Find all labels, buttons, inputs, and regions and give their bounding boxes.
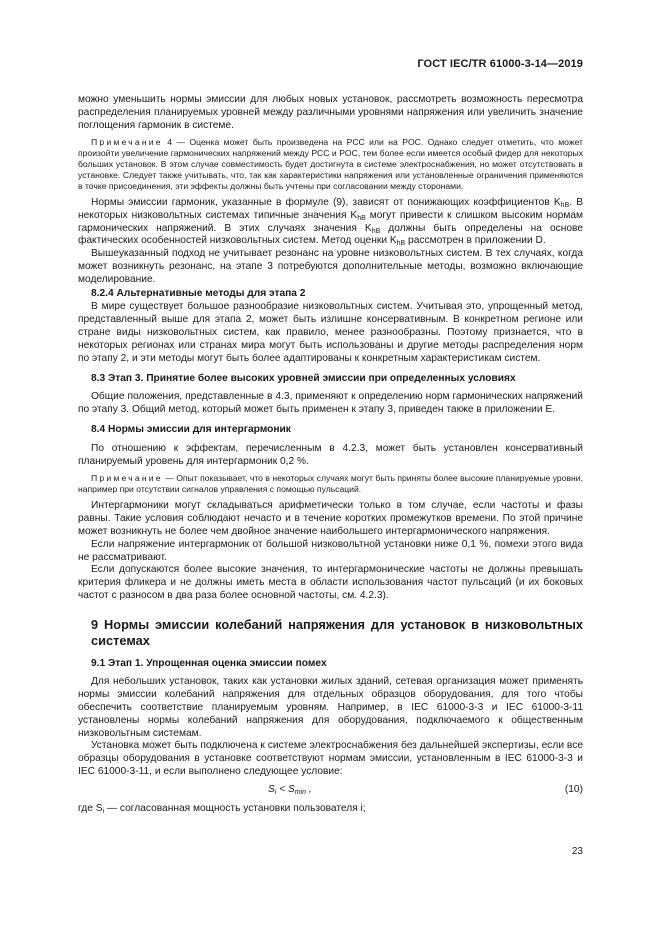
note-lead: Примечание <box>91 136 163 147</box>
formula-where-clause: где $S_i$ — согласованная мощность установки пользователя i; <box>78 803 366 816</box>
page-body <box>78 94 583 816</box>
heading-section-9: 9 Нормы эмиссии колебаний напряжения для установок в низковольтных системах <box>91 617 583 648</box>
paragraph-small-installations: Для небольших установок, таких как установки жилых зданий, сетевая организация может применять нормы эмиссии колебаний напряжения для отдельных образцов оборудования, для того чтобы обеспечить соответствие планируемым уровням. Например, в IEC 61000-3-3 и IEC 61000-3-11 установлены нормы колебаний напряжения для оборудования, подключаемого к общественным низковольтным системам. <box>78 675 583 739</box>
note-interharmonics <box>78 473 583 495</box>
paragraph-interharmonics-level: По отношению к эффектам, перечисленным в 4.2.3, может быть установлен консервативный планируемый уровень для интергармоник 0,2 %. <box>78 443 583 468</box>
heading-9-1: 9.1 Этап 1. Упрощенная оценка эмиссии помех <box>91 658 327 669</box>
paragraph-interharmonics-low: Если напряжение интергармоник от большой низковольтной установки ниже 0,1 %, помехи этого вида не рассматривают. <box>78 538 583 563</box>
note-text: — Опыт показывает, что в некоторых случаях могут быть приняты более высокие планируемые уровни, например при отсутствии сигналов управления с помощью пульсаций. <box>78 472 583 494</box>
formula-number: (10) <box>564 784 583 796</box>
heading-8-2-4: 8.2.4 Альтернативные методы для этапа 2 <box>91 288 306 300</box>
paragraph-resonance: Вышеуказанный подход не учитывает резонанс на уровне низковольтных систем. В тех случаях, когда может возникнуть резонанс, на этапе 3 потребуются дополнительные методы, возможно включающие моделирование. <box>78 248 583 286</box>
paragraph-emission-limits: Нормы эмиссии гармоник, указанные в формуле (9), зависят от понижающих коэффициентов $K_{hB}$. В некоторых низковольтных системах типичные значения $K_{hB}$ могут привести к слишком высоким нормам гармонических напряжений. В этих случаях значения $K_{hB}$ должны быть определены на основе фактических особенностей низковольтных систем. Метод оценки $K_{hB}$ рассмотрен в приложении D. <box>78 196 583 248</box>
paragraph-alternative-methods: В мире существует большое разнообразие низковольтных систем. Учитывая это, упрощенный метод, представленный выше для этапа 2, может быть излишне консервативным. В конкретном регионе или стране виды низковольтных систем, как правило, менее разнообразны. Поэтому признается, что в некоторых регионах или странах мира могут быть использованы и другие методы распределения норм по этапу 2, и эти методы могут быть более адаптированы к конкретным характеристикам систем. <box>78 300 583 364</box>
paragraph-connection-condition: Установка может быть подключена к системе электроснабжения без дальнейшей экспертизы, если все образцы оборудования в установке соответствуют нормам эмиссии, установленным в IEC 61000-3-3 и IEC 61000-3-11, и если выполнено следующее условие: <box>78 740 583 778</box>
heading-8-4: 8.4 Нормы эмиссии для интергармоник <box>91 424 291 436</box>
paragraph-stage-3: Общие положения, представленные в 4.3, применяют к определению норм гармонических напряжений по этапу 3. Общий метод, который может быть применен к этапу 3, приведен также в приложении E. <box>78 391 583 416</box>
note-text: 4 — Оценка может быть произведена на PCC или на POC. Однако следует отметить, что может произойти увеличение гармонических напряжений между PCC и POC, тем более если имеется особый фидер для некоторых больших установок. В этом случае совместимость будет достигнута в системе электроснабжения, но может отсутствовать в установке. Следует также учитывать, что, так как характеристики напряжения или установленные ограничения применяются в точке присоединения, эти эффекты должны быть учтены при согласовании между сторонами. <box>78 136 583 191</box>
note-lead: Примечание <box>91 472 163 483</box>
paragraph-interharmonics-sum: Интергармоники могут складываться арифметически только в том случае, если частоты и фазы равны. Такие условия соблюдают нечасто и в течение коротких промежутков времени. По этой причине может возникнуть не более чем двойное значение наибольшего интергармонического напряжения. <box>78 499 583 537</box>
paragraph-intro: можно уменьшить нормы эмиссии для любых новых установок, рассмотреть возможность пересмотра распределения планируемых уровней между различными уровнями напряжения или увеличить значение поглощения гармоник в системе. <box>78 94 583 131</box>
page-number: 23 <box>571 846 583 857</box>
note-4 <box>78 137 583 192</box>
formula-expression: $S_i < S_{min}$ , <box>268 784 312 797</box>
formula-10 <box>78 781 583 801</box>
page-header-standard-id: ГОСТ IEC/TR 61000-3-14—2019 <box>417 58 583 70</box>
paragraph-interharmonics-high: Если допускаются более высокие значения, то интергармонические частоты не должны превышать критерия фликера и не должны иметь места в области использования частот пульсаций (и их боковых частот с разносом в два раза более основной частоты, см. 4.2.3). <box>78 564 583 602</box>
heading-8-3: 8.3 Этап 3. Принятие более высоких уровней эмиссии при определенных условиях <box>91 372 516 384</box>
